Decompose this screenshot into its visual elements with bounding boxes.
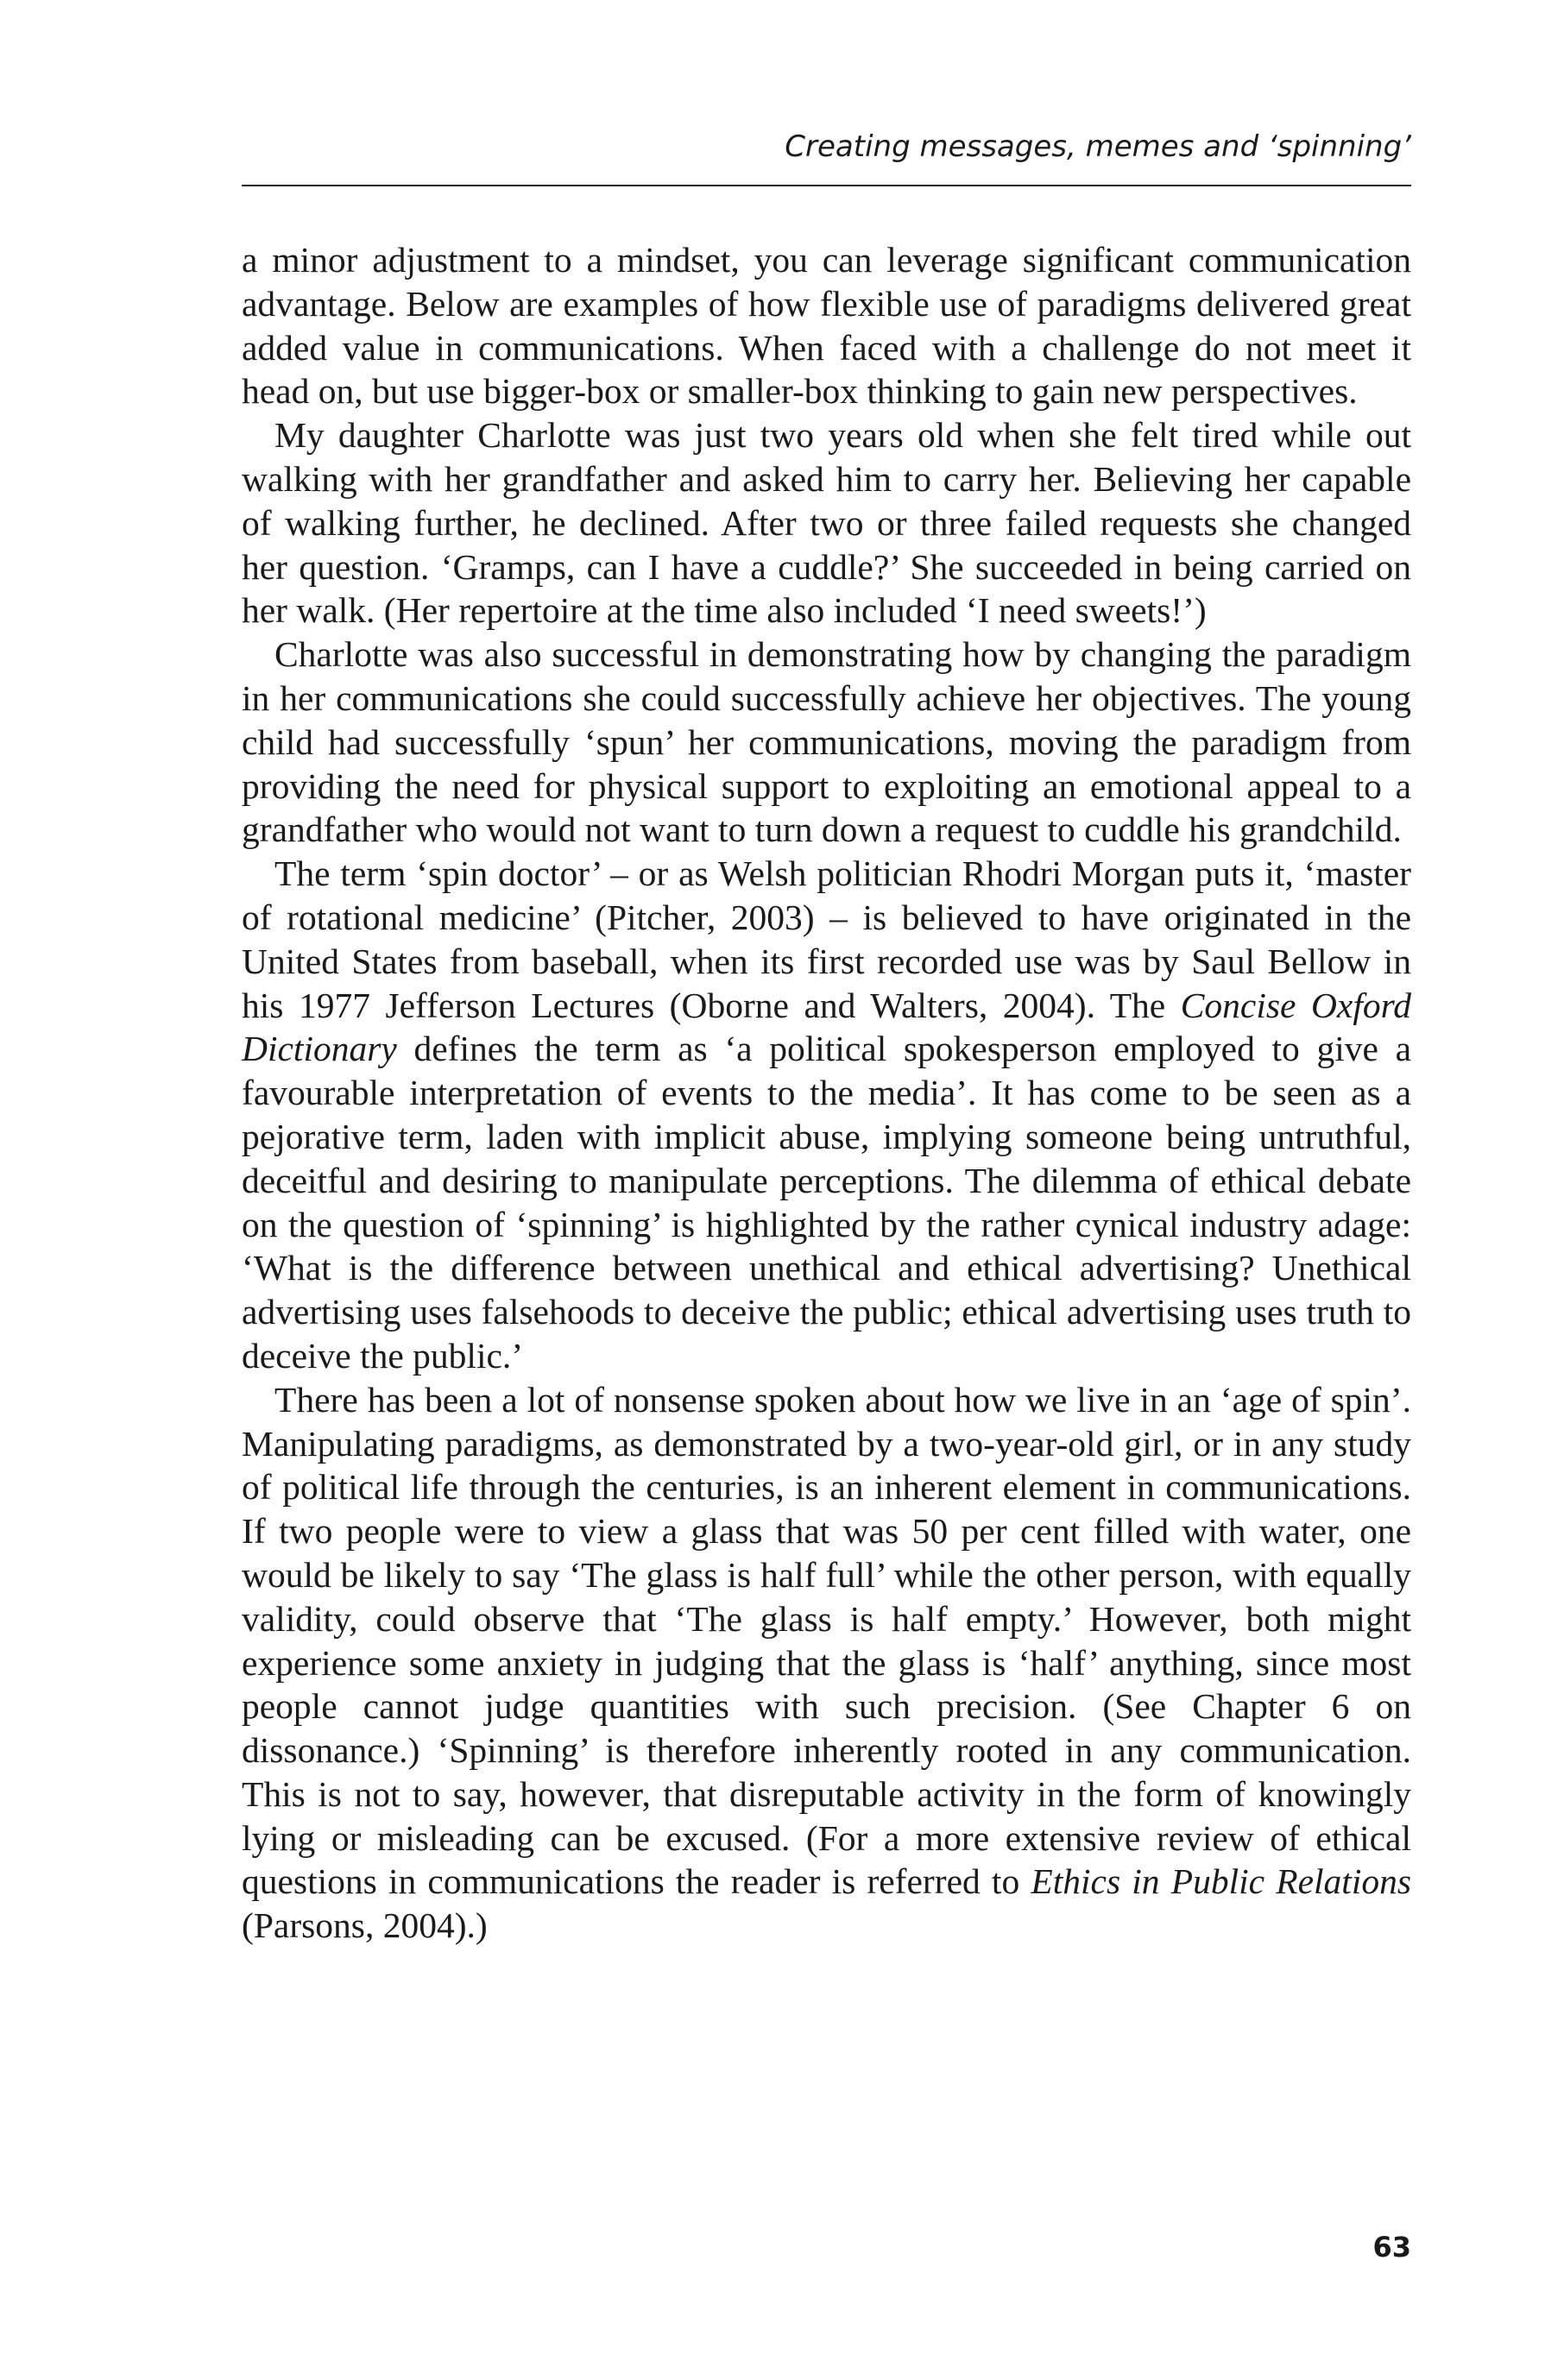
paragraph-2: My daughter Charlotte was just two years old when she felt tired while out walking with her grandfather and asked him to carry her. Believing her capable of walking further, he declined. After two or three failed requests she changed her question. ‘Gramps, can I have a cuddle?’ She succeeded in being carried on her walk. (Her repertoire at the time also included ‘I need sweets!’) xyxy=(242,415,1411,631)
body-text xyxy=(242,238,1411,1948)
paragraph-5-text-a: There has been a lot of nonsense spoken about how we live in an ‘age of spin’. Manipulating paradigms, as demonstrated by a two-year-old girl, or in any study of political life through the centuries, is an inherent element in communications. If two people were to view a glass that was 50 per cent filled with water, one would be likely to say ‘The glass is half full’ while the other person, with equally validity, could observe that ‘The glass is half empty.’ However, both might experience some anxiety in judging that the glass is ‘half’ anything, since most people cannot judge quantities with such precision. (See Chapter 6 on dissonance.) ‘Spinning’ is therefore inherently rooted in any communication. This is not to say, however, that disreputable activity in the form of knowingly lying or misleading can be excused. (For a more extensive review of ethical questions in communications the reader is referred to xyxy=(242,1379,1411,1902)
book-title-reference: Ethics in Public Relations xyxy=(1031,1861,1411,1902)
paragraph-3: Charlotte was also successful in demonstrating how by changing the paradigm in her communications she could successfully achieve her objectives. The young child had successfully ‘spun’ her communications, moving the paradigm from providing the need for physical support to exploiting an emotional appeal to a grandfather who would not want to turn down a request to cuddle his grandchild. xyxy=(242,634,1411,850)
paragraph-5-text-b: (Parsons, 2004).) xyxy=(242,1905,488,1946)
paragraph-4-text-b: defines the term as ‘a political spokesperson employed to give a favourable interpretation of events to the media’. It has come to be seen as a pejorative term, laden with implicit abuse, implying someone being untruthful, deceitful and desiring to manipulate perceptions. The dilemma of ethical debate on the question of ‘spinning’ is highlighted by the rather cynical industry adage: ‘What is the difference between unethical and ethical advertising? Unethical advertising uses falsehoods to deceive the public; ethical advertising uses truth to deceive the public.’ xyxy=(242,1029,1411,1376)
paragraph-1: a minor adjustment to a mindset, you can leverage significant communication advantage. Below are examples of how flexible use of paradigms delivered great added value in communications. When faced with a challenge do not meet it head on, but use bigger-box or smaller-box thinking to gain new perspectives. xyxy=(242,240,1411,412)
header-rule xyxy=(242,185,1411,186)
paragraph-5 xyxy=(242,1378,1411,1948)
paragraph-4-text-a: The term ‘spin doctor’ – or as Welsh politician Rhodri Morgan puts it, ‘master of rotational medicine’ (Pitcher, 2003) – is believed to have originated in the United States from baseball, when its first recorded use was by Saul Bellow in his 1977 Jefferson Lectures (Oborne and Walters, 2004). The xyxy=(242,853,1411,1025)
page-number: 63 xyxy=(1372,2231,1411,2264)
paragraph-4 xyxy=(242,852,1411,1378)
running-head: Creating messages, memes and ‘spinning’ xyxy=(785,129,1411,164)
dictionary-title: Concise Oxford Dictionary xyxy=(242,985,1411,1069)
